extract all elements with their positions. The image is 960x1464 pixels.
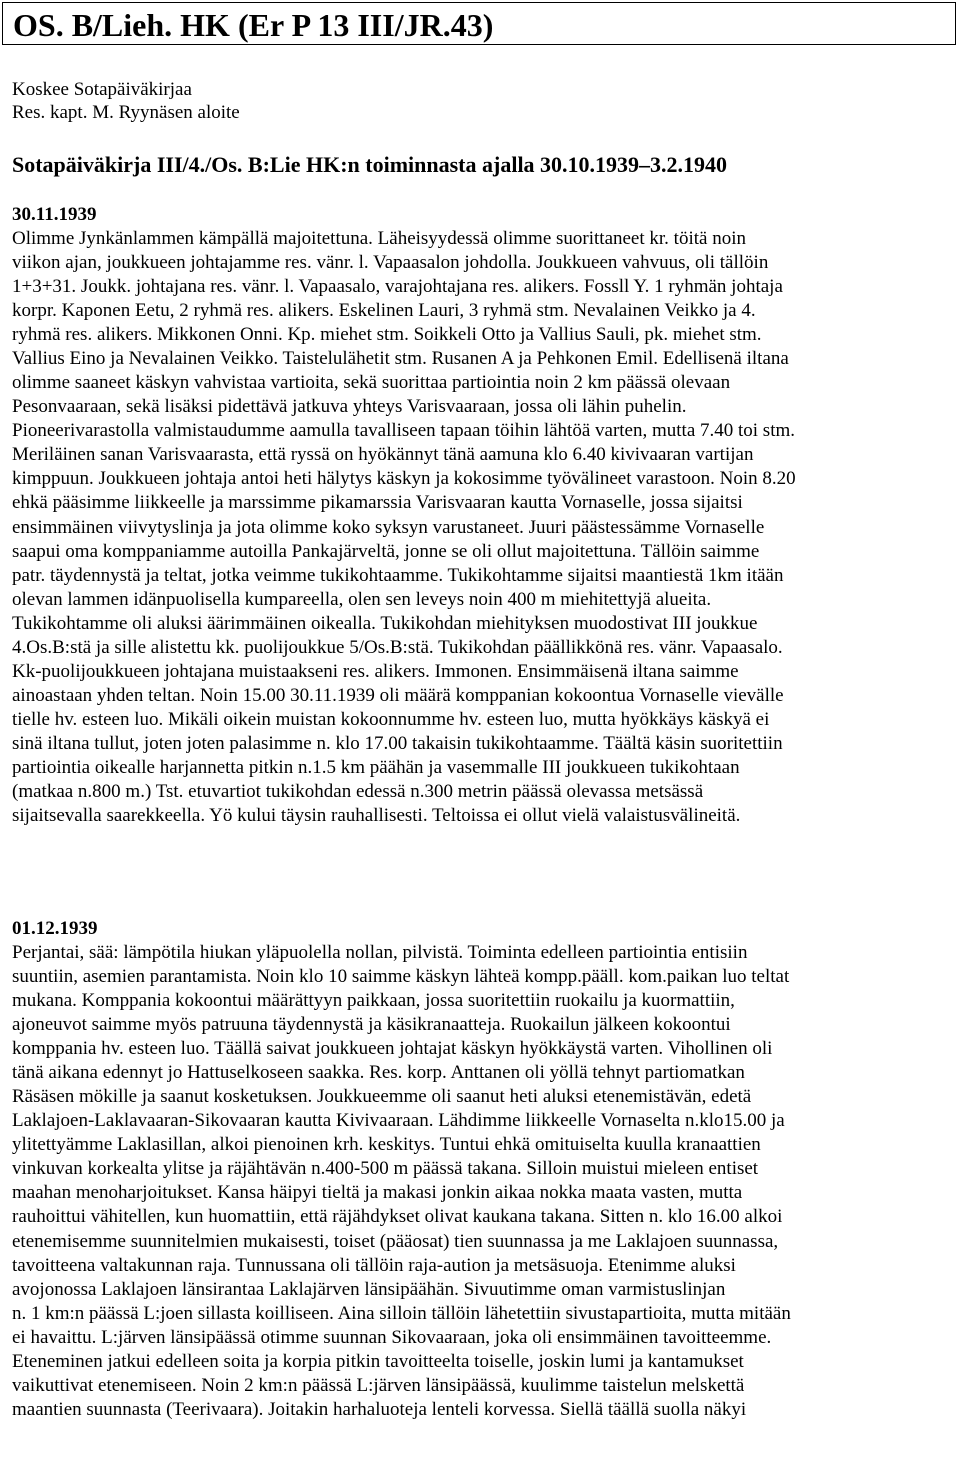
entry-text-line: Eteneminen jatkui edelleen soita ja korpia pitkin tavoitteelta toiselle, joskin lumi ja kantamukset: [12, 1351, 744, 1372]
entry-text-line: vaikuttivat etenemiseen. Noin 2 km:n päässä L:järven länsipäässä, kuulimme taistelun melskettä: [12, 1375, 745, 1396]
entry-text-line: sinä iltana tullut, joten joten palasimme n. klo 17.00 takaisin tukikohtaamme. Täältä käsin suoritettiin: [12, 733, 783, 754]
entry-text-line: rauhoittui vähitellen, kun huomattiin, että räjähdykset olivat kaukana takana. Sitten n. klo 16.00 alkoi: [12, 1206, 783, 1227]
entry-text-line: ei havaittu. L:järven länsipäässä otimme suunnan Sikovaaraan, joka oli ensimmäinen tavoitteemme.: [12, 1327, 772, 1348]
entry-text-line: avojonossa Laklajoen länsirantaa Laklajärven länsipäähän. Sivuutimme oman varmistuslinjan: [12, 1279, 726, 1300]
entry-text-line: Tukikohtamme oli aluksi äärimmäinen oikealla. Tukikohdan miehityksen muodostivat III joukkue: [12, 613, 758, 634]
entry-text-line: Kk-puolijoukkueen johtajana muistaakseni res. alikers. Immonen. Ensimmäisenä iltana saimme: [12, 661, 739, 682]
entry-text-line: olimme saaneet käskyn vahvistaa vartioita, sekä suorittaa partiointia noin 2 km päässä olevaan: [12, 372, 731, 393]
entry-text-line: suuntiin, asemien parantamista. Noin klo 10 saimme käskyn lähteä kompp.pääll. kom.paikan luo teltat: [12, 966, 790, 987]
entry-text-line: ylitettyämme Laklasillan, alkoi pienoinen krh. keskitys. Tuntui ehkä omituiselta kuulla kranaattien: [12, 1134, 761, 1155]
entry-text-line: patr. täydennystä ja teltat, jotka veimme tukikohtaamme. Tukikohtamme sijaitsi maantiestä 1km itään: [12, 565, 784, 586]
entry-text-line: korpr. Kaponen Eetu, 2 ryhmä res. alikers. Eskelinen Lauri, 3 ryhmä stm. Nevalainen Veikko ja 4.: [12, 300, 756, 321]
entry-text-line: mukana. Komppania kokoontui määrättyyn paikkaan, jossa suoritettiin ruokailu ja kuormattiin,: [12, 990, 735, 1011]
entry-text-line: Olimme Jynkänlammen kämpällä majoitettuna. Läheisyydessä olimme suorittaneet kr. töitä noin: [12, 228, 746, 249]
entry-text-line: Meriläinen sanan Varisvaarasta, että ryssä on hyökännyt tänä aamuna klo 6.40 kivivaaran vartijan: [12, 444, 754, 465]
entry-text-line: sijaitsevalla saarekkeella. Yö kului täysin rauhallisesti. Teltoissa ei ollut vielä valaistusvälineitä.: [12, 805, 741, 826]
entry-text-line: Pesonvaaraan, sekä lisäksi pidettävä jatkuva yhteys Varisvaaraan, jossa oli lähin puhelin.: [12, 396, 687, 417]
entry-text-line: olevan lammen idänpuolisella kumpareella, olen sen leveys noin 400 m miehitettyjä alueita.: [12, 589, 712, 610]
entry-text-line: tavoitteena valtakunnan raja. Tunnussana oli tällöin raja-aution ja metsäsuoja. Etenimme aluksi: [12, 1255, 736, 1276]
document-title-box: [2, 2, 956, 45]
entry-text-line: ryhmä res. alikers. Mikkonen Onni. Kp. miehet stm. Soikkeli Otto ja Vallius Sauli, pk. miehet stm.: [12, 324, 762, 345]
entry-text-line: ainoastaan yhden teltan. Noin 15.00 30.11.1939 oli määrä komppanian kokoontua Vornaselle vievälle: [12, 685, 784, 706]
entry-text-line: tänä aikana edennyt jo Hattuselkoseen saakka. Res. korp. Anttanen oli yöllä tehnyt partiomatkan: [12, 1062, 745, 1083]
entry-text-line: saapui oma komppaniamme autoilla Pankajärveltä, jonne se oli ollut majoitettuna. Tällöin saimme: [12, 541, 760, 562]
entry-text-line: n. 1 km:n päässä L:joen sillasta koilliseen. Aina silloin tällöin lähetettiin sivustapartioita, mutta mitään: [12, 1303, 791, 1324]
entry-text-line: Laklajoen-Laklavaaran-Sikovaaran kautta Kivivaaraan. Lähdimme liikkeelle Vornaselta n.klo15.00 ja: [12, 1110, 785, 1131]
entry-text-line: ehkä pääsimme liikkeelle ja marssimme pikamarssia Varisvaaran kautta Vornaselle, jossa sijaitsi: [12, 492, 743, 513]
entry-date: 30.11.1939: [12, 204, 97, 225]
entry-text-line: ensimmäinen viivytyslinja ja jota olimme koko syksyn varustaneet. Juuri päästessämme Vornaselle: [12, 517, 765, 538]
entry-text-line: Perjantai, sää: lämpötila hiukan yläpuolella nollan, pilvistä. Toiminta edelleen partiointia entisiin: [12, 942, 748, 963]
entry-text-line: 4.Os.B:stä ja sille alistettu kk. puolijoukkue 5/Os.B:stä. Tukikohdan päällikkönä res. vänr. Vapaasalo.: [12, 637, 783, 658]
entry-text-line: maahan menoharjoitukset. Kansa häipyi tieltä ja makasi jonkin aikaa nokka maata vasten, mutta: [12, 1182, 743, 1203]
document-title: OS. B/Lieh. HK (Er P 13 III/JR.43): [13, 7, 494, 43]
entry-text-line: Vallius Eino ja Nevalainen Veikko. Taistelulähetit stm. Rusanen A ja Pehkonen Emil. Edellisenä iltana: [12, 348, 789, 369]
entry-text-line: (matkaa n.800 m.) Tst. etuvartiot tukikohdan edessä n.300 metrin päässä olevassa metsässä: [12, 781, 704, 802]
entry-text-line: vinkuvan korkealta ylitse ja räjähtävän n.400-500 m päässä takana. Silloin muistui mieleen entiset: [12, 1158, 759, 1179]
entry-text-line: viikon ajan, joukkueen johtajamme res. vänr. l. Vapaasalon johdolla. Joukkueen vahvuus, oli tällöin: [12, 252, 769, 273]
entry-text-line: 1+3+31. Joukk. johtajana res. vänr. l. Vapaasalo, varajohtajana res. alikers. Fossll Y. 1 ryhmän johtaja: [12, 276, 783, 297]
entry-text-line: Räsäsen mökille ja saanut kosketuksen. Joukkueemme oli saanut heti aluksi etenemistävän, edetä: [12, 1086, 752, 1107]
entry-date: 01.12.1939: [12, 918, 98, 939]
entry-text-line: ajoneuvot saimme myös patruuna täydennystä ja käsikranaatteja. Ruokailun jälkeen kokoontui: [12, 1014, 731, 1035]
entry-text-line: etenemisemme suunnitelmien mukaisesti, toiset (pääosat) tien suunnassa ja me Laklajoen suunnassa,: [12, 1231, 779, 1252]
entry-text-line: maantien suunnasta (Teerivaara). Joitakin harhaluoteja lenteli korvessa. Siellä täällä suolla näkyi: [12, 1399, 747, 1420]
entry-text-line: komppania hv. esteen luo. Täällä saivat joukkueen johtajat käskyn hyökkäystä varten. Vihollinen oli: [12, 1038, 773, 1059]
entry-text-line: partiointia oikealle harjannetta pitkin n.1.5 km päähän ja vasemmalle III joukkueen tukikohtaan: [12, 757, 740, 778]
entry-text-line: tielle hv. esteen luo. Mikäli oikein muistan kokoonnumme hv. esteen luo, mutta hyökkäys käskyä ei: [12, 709, 770, 730]
entry-text-line: kimppuun. Joukkueen johtaja antoi heti hälytys käskyn ja kokosimme työvälineet varastoon. Noin 8.20: [12, 468, 796, 489]
subtitle-line-1: Koskee Sotapäiväkirjaa: [12, 79, 192, 100]
entry-text-line: Pioneerivarastolla valmistaudumme aamulla tavalliseen tapaan töihin lähtöä varten, mutta 7.40 toi stm.: [12, 420, 796, 441]
subtitle-line-2: Res. kapt. M. Ryynäsen aloite: [12, 102, 240, 123]
document-heading: Sotapäiväkirja III/4./Os. B:Lie HK:n toiminnasta ajalla 30.10.1939–3.2.1940: [12, 152, 728, 177]
